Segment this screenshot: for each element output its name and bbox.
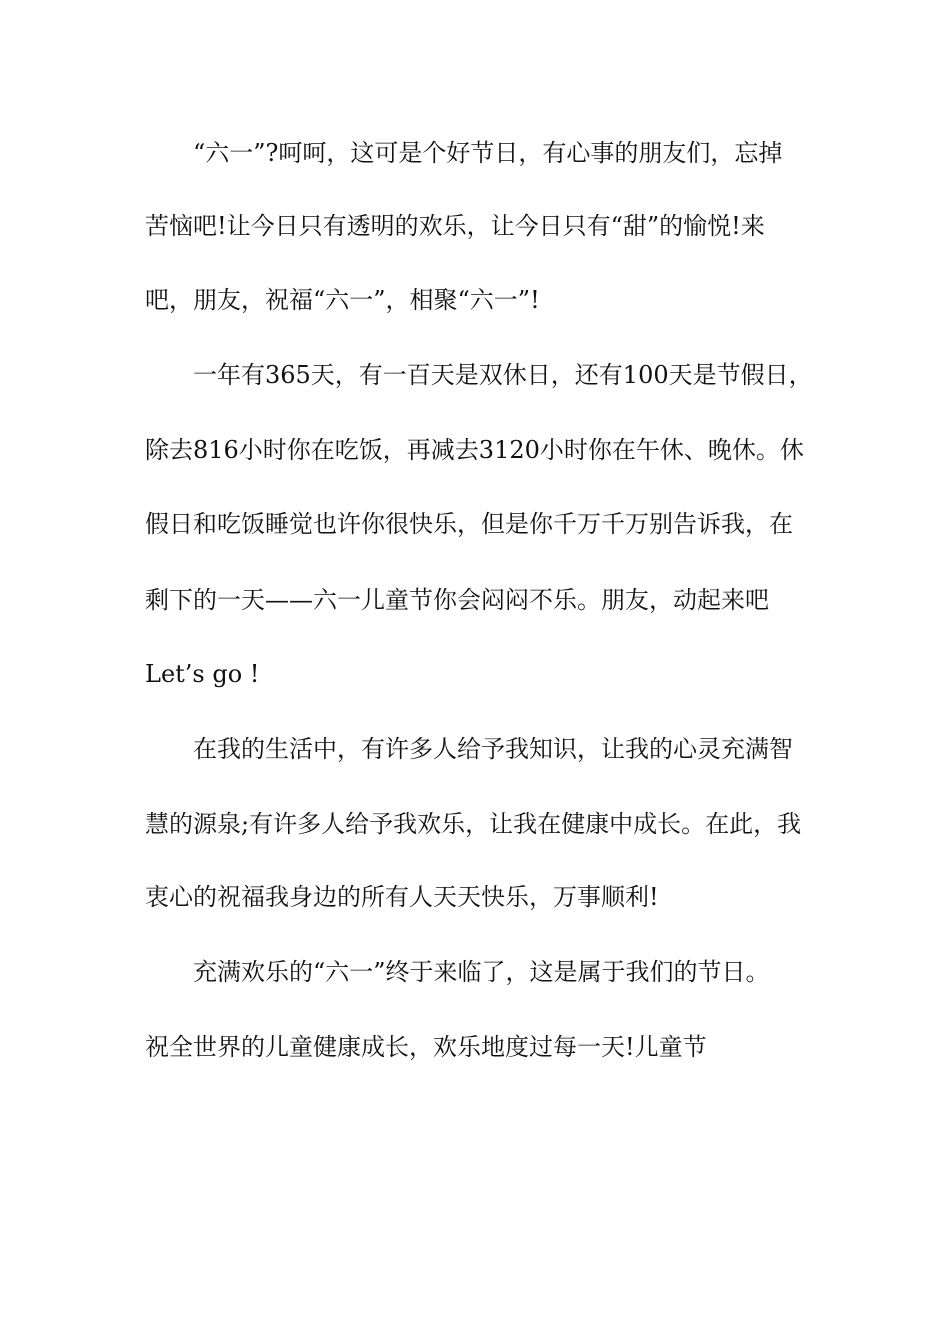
paragraph-2-line-4: 剩下的一天——六一儿童节你会闷闷不乐。朋友，动起来吧 [145,586,769,614]
paragraph-2-line-1: 一年有365天，有一百天是双休日，还有100天是节假日， [193,361,813,389]
paragraph-1-line-2: 苦恼吧!让今日只有透明的欢乐，让今日只有“甜”的愉悦!来 [145,212,765,240]
paragraph-3-line-2: 慧的源泉;有许多人给予我欢乐，让我在健康中成长。在此，我 [145,810,802,838]
paragraph-1-line-3: 吧，朋友，祝福“六一”，相聚“六一”! [145,286,540,314]
paragraph-2-line-5: Let’s go ! [145,660,260,688]
paragraph-1-line-1: “六一”?呵呵，这可是个好节日，有心事的朋友们，忘掉 [193,139,783,167]
paragraph-3-line-3: 衷心的祝福我身边的所有人天天快乐，万事顺利! [145,883,659,911]
paragraph-2-line-2: 除去816小时你在吃饭，再减去3120小时你在午休、晚休。休 [145,436,804,464]
paragraph-3-line-1: 在我的生活中，有许多人给予我知识，让我的心灵充满智 [193,735,793,763]
paragraph-4-line-2: 祝全世界的儿童健康成长，欢乐地度过每一天!儿童节 [145,1033,707,1061]
paragraph-4-line-1: 充满欢乐的“六一”终于来临了，这是属于我们的节日。 [193,958,770,986]
paragraph-2-line-3: 假日和吃饭睡觉也许你很快乐，但是你千万千万别告诉我，在 [145,510,793,538]
